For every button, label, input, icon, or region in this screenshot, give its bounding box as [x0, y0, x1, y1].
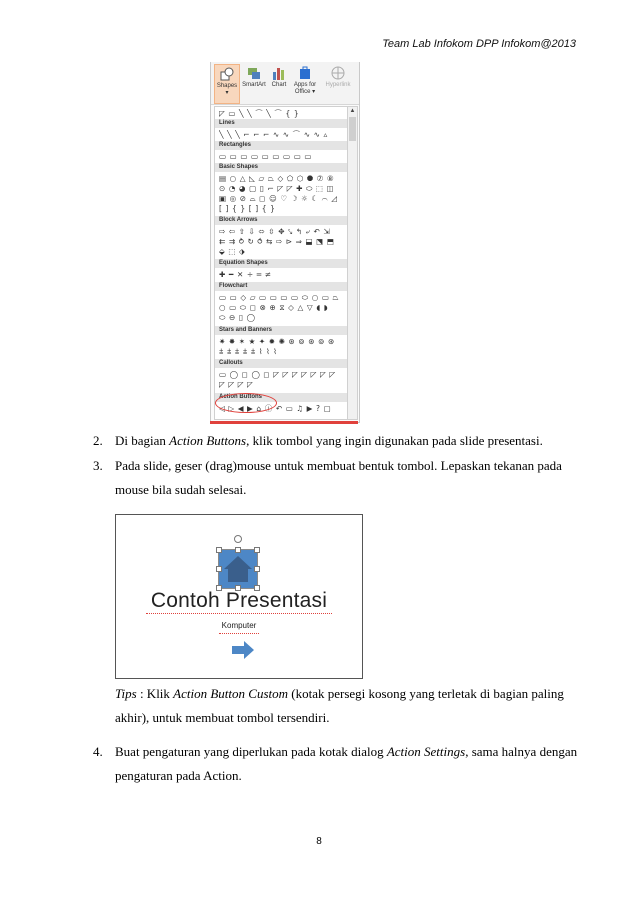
step-3-line1: Pada slide, geser (drag)mouse untuk membuat bentuk tombol. Lepaskan tekanan pada [115, 458, 562, 473]
resize-handle[interactable] [254, 566, 260, 572]
insert-ribbon [211, 62, 359, 105]
section-stars-and-banners: Stars and Banners [215, 326, 347, 335]
scroll-up-icon[interactable]: ▲ [349, 108, 356, 114]
home-icon [219, 550, 257, 588]
smartart-button[interactable]: SmartArt [240, 64, 268, 102]
shapes-gallery-screenshot [210, 62, 360, 423]
callouts-row[interactable]: ◸ ◸ ◸ ◸ [219, 380, 254, 389]
step-number: 3. [93, 458, 103, 473]
page-number: 8 [316, 836, 322, 847]
section-lines: Lines [215, 119, 347, 128]
step-4-line1: Buat pengaturan yang diperlukan pada kotak dialog Action Settings, sama halnya dengan [115, 744, 578, 759]
section-equation-shapes: Equation Shapes [215, 259, 347, 268]
step-3-line2: mouse bila sudah selesai. [115, 482, 247, 497]
basic-shapes-row[interactable]: ⊙ ◔ ◕ ▢ ▯ ⌐ ◸ ◸ ✚ ⬭ ⬚ ◫ [219, 184, 335, 193]
tips-line1: Tips : Klik Action Button Custom (kotak persegi kosong yang terletak di bagian paling [115, 686, 564, 701]
shapes-icon [220, 67, 234, 81]
flowchart-row[interactable]: ○ ▭ ⬭ ◻ ⊗ ⊕ ⧖ ◇ △ ▽ ◖ ◗ [219, 303, 329, 312]
flowchart-row[interactable]: ⬭ ⊖ ▯ ◯ [219, 313, 256, 322]
rectangles-row[interactable]: ▭ ▭ ▭ ▭ ▭ ▭ ▭ ▭ ▭ [219, 152, 313, 161]
rotate-handle[interactable] [234, 535, 242, 543]
basic-shapes-row[interactable]: ▤ ○ △ ◺ ▱ ⏢ ◇ ⬠ ⬡ ⯃ ⑦ ⑧ [219, 174, 335, 183]
section-callouts: Callouts [215, 359, 347, 368]
chart-button[interactable]: Chart [269, 64, 289, 102]
block-arrows-row[interactable]: ⇇ ⇉ ⥁ ↻ ⥀ ⇆ ⇨ ⊳ ⇒ ⬓ ⬔ ⬒ [219, 237, 335, 246]
step-2-text: Di bagian Action Buttons, klik tombol yang ingin digunakan pada slide presentasi. [115, 433, 543, 448]
resize-handle[interactable] [216, 566, 222, 572]
gallery-scrollbar[interactable] [347, 106, 358, 420]
slide-subtitle: Komputer [221, 621, 257, 630]
recent-shapes-row[interactable]: ◸ ▭ ╲ ╲ ⌒ ╲ ⌒ { } [219, 109, 300, 118]
home-action-button[interactable] [218, 549, 258, 589]
page-header: Team Lab Infokom DPP Infokom@2013 [382, 38, 576, 50]
block-arrows-row[interactable]: ⬙ ⬚ ⬗ [219, 247, 246, 256]
step-4-line2: pengaturan pada Action. [115, 768, 242, 783]
resize-handle[interactable] [216, 547, 222, 553]
section-block-arrows: Block Arrows [215, 216, 347, 225]
slide-title: Contoh Presentasi [150, 589, 328, 612]
flowchart-row[interactable]: ▭ ▭ ◇ ▱ ▭ ▭ ▭ ▭ ⬭ ○ ▭ ⏢ [219, 293, 340, 302]
smartart-icon [247, 66, 261, 80]
section-action-buttons: Action Buttons [215, 393, 347, 402]
stars-row[interactable]: ✷ ✸ ✶ ★ ✦ ✹ ✺ ⊛ ⊚ ⊛ ⊚ ⊛ [219, 337, 335, 346]
store-icon [298, 66, 312, 80]
basic-shapes-row[interactable]: ▣ ◎ ⊘ ⌓ ◻ ☺ ♡ ☽ ☼ ☾ ⌒ ◿ [219, 194, 338, 203]
tips-line2: akhir), untuk membuat tombol tersendiri. [115, 710, 330, 725]
spellcheck-underline [146, 613, 332, 614]
equation-shapes-row[interactable]: ✚ ━ ✕ ÷ ═ ≠ [219, 270, 272, 279]
accent-bar [210, 421, 358, 424]
lines-row[interactable]: ╲ ╲ ╲ ⌐ ⌐ ⌐ ∿ ∿ ⌒ ∿ ∿ ▵ [219, 130, 328, 139]
callouts-row[interactable]: ▭ ◯ ◻ ◯ ◻ ◸ ◸ ◸ ◸ ◸ ◸ ◸ [219, 370, 336, 379]
scroll-thumb[interactable] [349, 117, 356, 141]
section-flowchart: Flowchart [215, 282, 347, 291]
apps-for-office-button[interactable]: Apps for Office ▾ [291, 64, 319, 102]
section-rectangles: Rectangles [215, 141, 347, 150]
chart-icon [272, 66, 286, 80]
hyperlink-button[interactable]: Hyperlink [321, 64, 355, 102]
resize-handle[interactable] [254, 547, 260, 553]
step-number: 2. [93, 433, 103, 448]
basic-shapes-row[interactable]: [ ] { } [ ] { } [219, 204, 276, 213]
action-buttons-row[interactable]: ◁ ▷ ◀ ▶ ⌂ ⓘ ↶ ▭ ♫ ▶ ? ▢ [219, 404, 332, 413]
hyperlink-icon [331, 66, 345, 80]
block-arrows-row[interactable]: ⇨ ⇦ ⇧ ⇩ ⬄ ⇳ ✥ ⤥ ↰ ⤶ ↶ ⇲ [219, 227, 331, 236]
spellcheck-underline [219, 633, 259, 634]
step-number: 4. [93, 744, 103, 759]
slide-preview [115, 514, 363, 679]
stars-row[interactable]: ⩲ ⩲ ⩲ ⩲ ⩲ ⌇ ⌇ ⌇ [219, 347, 278, 356]
forward-arrow-icon [232, 641, 254, 659]
highlight-circle [215, 393, 277, 413]
shapes-button[interactable]: Shapes ▾ [214, 64, 240, 104]
shapes-gallery [214, 106, 348, 420]
resize-handle[interactable] [235, 547, 241, 553]
section-basic-shapes: Basic Shapes [215, 163, 347, 172]
